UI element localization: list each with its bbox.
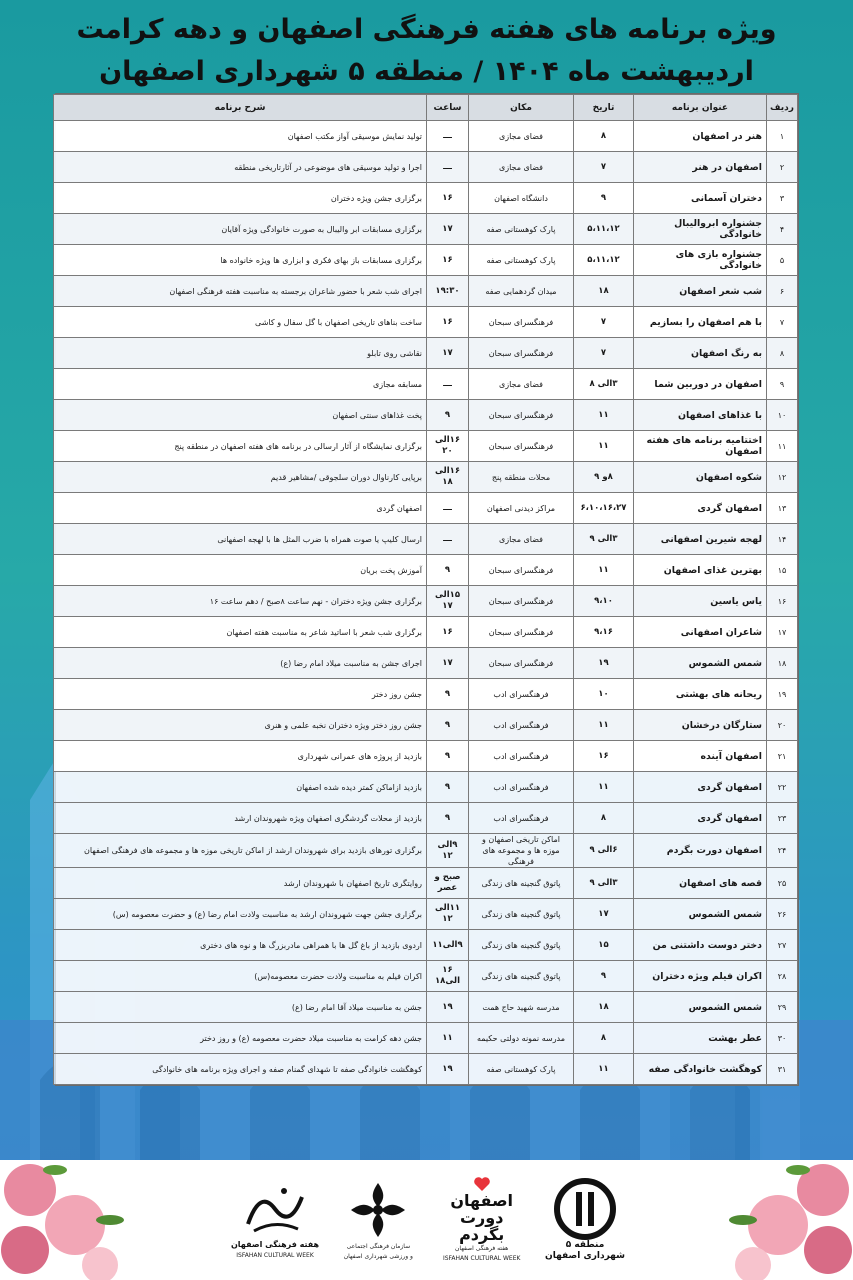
- table-row: [54, 307, 798, 338]
- cell-row-number: ۲: [767, 152, 798, 183]
- cell-description: اکران فیلم به مناسبت ولادت حضرت معصومه(س): [54, 961, 427, 992]
- cell-date: ۱۰: [574, 679, 634, 710]
- table-row: [54, 493, 798, 524]
- cell-place: فضای مجازی: [469, 152, 574, 183]
- cell-description: پخت غذاهای سنتی اصفهان: [54, 400, 427, 431]
- cell-description: اجرا و تولید موسیقی های موضوعی در آثارتاریخی منطقه: [54, 152, 427, 183]
- table-row: [54, 992, 798, 1023]
- header-time: ساعت: [427, 95, 469, 121]
- table-row: [54, 524, 798, 555]
- cell-program-title: اصفهان در دوربین شما: [634, 369, 767, 400]
- cell-row-number: ۱۹: [767, 679, 798, 710]
- cell-program-title: کوهگشت خانوادگی صفه: [634, 1054, 767, 1085]
- cell-description: بازدید از پروژه های عمرانی شهرداری: [54, 741, 427, 772]
- table-row: [54, 710, 798, 741]
- cell-row-number: ۲۱: [767, 741, 798, 772]
- table-row: [54, 276, 798, 307]
- cell-program-title: لهجه شیرین اصفهانی: [634, 524, 767, 555]
- table-row: [54, 1054, 798, 1085]
- cell-program-title: دختران آسمانی: [634, 183, 767, 214]
- cell-program-title: ریحانه های بهشتی: [634, 679, 767, 710]
- cell-time: ـــ: [427, 121, 469, 152]
- cell-place: فرهنگسرای ادب: [469, 710, 574, 741]
- cell-time: ـــ: [427, 493, 469, 524]
- cell-description: ساخت بناهای تاریخی اصفهان با گل سفال و کاشی: [54, 307, 427, 338]
- cell-time: ۱۵الی ۱۷: [427, 586, 469, 617]
- table-row: [54, 679, 798, 710]
- table-row: [54, 586, 798, 617]
- cell-time: ـــ: [427, 152, 469, 183]
- cell-program-title: قصه های اصفهان: [634, 868, 767, 899]
- cell-place: فضای مجازی: [469, 369, 574, 400]
- cell-program-title: هنر در اصفهان: [634, 121, 767, 152]
- table-header-row: [54, 95, 798, 121]
- cell-time: ـــ: [427, 524, 469, 555]
- cell-time: ۹: [427, 679, 469, 710]
- cell-description: برگزاری شب شعر با اساتید شاعر به مناسبت هفته اصفهان: [54, 617, 427, 648]
- cell-description: اردوی بازدید از باغ گل ها با همراهی مادربزرگ ها و نوه های دختری: [54, 930, 427, 961]
- cell-place: محلات منطقه پنج: [469, 462, 574, 493]
- cell-program-title: اصفهان گردی: [634, 493, 767, 524]
- cell-row-number: ۲۷: [767, 930, 798, 961]
- cell-row-number: ۱۷: [767, 617, 798, 648]
- table-row: [54, 462, 798, 493]
- cell-program-title: ستارگان درخشان: [634, 710, 767, 741]
- cell-description: برگزاری جشن ویژه دختران - نهم ساعت ۸صبح / دهم ساعت ۱۶: [54, 586, 427, 617]
- table-row: [54, 834, 798, 868]
- cell-place: پاتوق گنجینه های زندگی: [469, 930, 574, 961]
- cell-time: ۹: [427, 400, 469, 431]
- cell-place: دانشگاه اصفهان: [469, 183, 574, 214]
- cell-row-number: ۷: [767, 307, 798, 338]
- cell-program-title: عطر بهشت: [634, 1023, 767, 1054]
- cell-description: نقاشی روی تابلو: [54, 338, 427, 369]
- cell-description: تولید نمایش موسیقی آواز مکتب اصفهان: [54, 121, 427, 152]
- cell-row-number: ۱۰: [767, 400, 798, 431]
- cell-row-number: ۱: [767, 121, 798, 152]
- cell-row-number: ۳۱: [767, 1054, 798, 1085]
- cell-date: ۸: [574, 803, 634, 834]
- cultural-week-calligraphy-icon: [240, 1179, 310, 1239]
- header-date: تاریخ: [574, 95, 634, 121]
- cell-date: ۱۹: [574, 648, 634, 679]
- flowers-right-decoration: [723, 1130, 853, 1280]
- logo-cultural-week: هفته فرهنگی اصفهان ISFAHAN CULTURAL WEEK: [230, 1170, 320, 1270]
- table-row: [54, 868, 798, 899]
- cell-row-number: ۱۴: [767, 524, 798, 555]
- cell-place: پارک کوهستانی صفه: [469, 1054, 574, 1085]
- table-row: [54, 152, 798, 183]
- cell-description: برگزاری نمایشگاه از آثار ارسالی در برنامه های هفته اصفهان در منطقه پنج: [54, 431, 427, 462]
- cell-time: ۱۷: [427, 214, 469, 245]
- cell-program-title: اصفهان گردی: [634, 803, 767, 834]
- cell-date: ۱۶: [574, 741, 634, 772]
- cell-program-title: اختتامیه برنامه های هفته اصفهان: [634, 431, 767, 462]
- cell-row-number: ۴: [767, 214, 798, 245]
- cell-description: بازدید از محلات گردشگری اصفهان ویژه شهروندان ارشد: [54, 803, 427, 834]
- cell-date: ۹،۱۶: [574, 617, 634, 648]
- cell-place: فضای مجازی: [469, 524, 574, 555]
- table-row: [54, 338, 798, 369]
- table-row: [54, 899, 798, 930]
- cell-time: ۱۱: [427, 1023, 469, 1054]
- cell-program-title: جشنواره ابروالیبال خانوادگی: [634, 214, 767, 245]
- cell-program-title: اصفهان آینده: [634, 741, 767, 772]
- cell-date: ۹،۱۰: [574, 586, 634, 617]
- header-program-title: عنوان برنامه: [634, 95, 767, 121]
- cell-time: ۱۷: [427, 338, 469, 369]
- cell-time: ۱۶الی ۱۸: [427, 462, 469, 493]
- cell-date: ۱۱: [574, 400, 634, 431]
- cell-time: ۹: [427, 803, 469, 834]
- cell-time: ۹: [427, 555, 469, 586]
- cell-description: اجرای شب شعر با حضور شاعران برجسته به مناسبت هفته فرهنگی اصفهان: [54, 276, 427, 307]
- cell-place: فرهنگسرای سبحان: [469, 648, 574, 679]
- table-row: [54, 930, 798, 961]
- cell-date: ۱۷: [574, 899, 634, 930]
- table-row: [54, 214, 798, 245]
- cell-date: ۳الی ۹: [574, 868, 634, 899]
- cell-description: جشن به مناسبت میلاد آقا امام رضا (ع): [54, 992, 427, 1023]
- cell-place: مدرسه نمونه دولتی حکیمه: [469, 1023, 574, 1054]
- cell-description: جشن دهه کرامت به مناسبت میلاد حضرت معصومه (ع) و روز دختر: [54, 1023, 427, 1054]
- table-row: [54, 121, 798, 152]
- cell-date: ۱۸: [574, 276, 634, 307]
- cell-date: ۷: [574, 152, 634, 183]
- cell-date: ۸: [574, 1023, 634, 1054]
- cell-time: ۱۷: [427, 648, 469, 679]
- heart-icon: [473, 1176, 491, 1192]
- cell-place: فرهنگسرای ادب: [469, 803, 574, 834]
- cell-row-number: ۱۶: [767, 586, 798, 617]
- logo-cultural-organization: سازمان فرهنگی اجتماعی و ورزشی شهرداری اصفهان: [333, 1170, 423, 1270]
- cell-program-title: به رنگ اصفهان: [634, 338, 767, 369]
- cell-program-title: شمس الشموس: [634, 992, 767, 1023]
- cell-place: فرهنگسرای سبحان: [469, 431, 574, 462]
- cell-time: ۱۶: [427, 617, 469, 648]
- cell-place: پاتوق گنجینه های زندگی: [469, 961, 574, 992]
- cell-date: ۹: [574, 183, 634, 214]
- cell-description: برگزاری مسابقات باز بهای فکری و ابزاری ها ویژه خانواده ها: [54, 245, 427, 276]
- cell-description: برگزاری تورهای بازدید برای شهروندان ارشد از اماکن تاریخی موزه ها و مجموعه های فرهنگی اصفهان: [54, 834, 427, 868]
- cell-program-title: اکران فیلم ویژه دختران: [634, 961, 767, 992]
- cell-description: برگزاری مسابقات ابر والیبال به صورت خانوادگی ویژه آقایان: [54, 214, 427, 245]
- cell-date: ۶الی ۹: [574, 834, 634, 868]
- table-row: [54, 1023, 798, 1054]
- cell-date: ۷: [574, 338, 634, 369]
- cell-place: پاتوق گنجینه های زندگی: [469, 868, 574, 899]
- cell-date: ۱۱: [574, 772, 634, 803]
- logo-region-5: منطقه ۵ شهرداری اصفهان: [540, 1170, 630, 1270]
- cell-date: ۱۱: [574, 1054, 634, 1085]
- cell-program-title: دختر دوست داشتنی من: [634, 930, 767, 961]
- cell-program-title: شمس الشموس: [634, 899, 767, 930]
- table-row: [54, 961, 798, 992]
- cell-date: ۵،۱۱،۱۲: [574, 245, 634, 276]
- cell-date: ۵،۱۱،۱۲: [574, 214, 634, 245]
- table-row: [54, 555, 798, 586]
- cell-place: پارک کوهستانی صفه: [469, 245, 574, 276]
- cell-description: روایتگری تاریخ اصفهان با شهروندان ارشد: [54, 868, 427, 899]
- cell-place: پارک کوهستانی صفه: [469, 214, 574, 245]
- cell-date: ۳الی ۸: [574, 369, 634, 400]
- cell-time: ۱۹: [427, 1054, 469, 1085]
- cell-time: ۱۹:۳۰: [427, 276, 469, 307]
- cell-date: ۱۸: [574, 992, 634, 1023]
- cell-place: فرهنگسرای سبحان: [469, 400, 574, 431]
- table-row: [54, 369, 798, 400]
- cell-date: ۶،۱۰،۱۶،۲۷: [574, 493, 634, 524]
- cell-description: ارسال کلیپ یا صوت همراه با ضرب المثل ها با لهجه اصفهانی: [54, 524, 427, 555]
- cell-row-number: ۲۵: [767, 868, 798, 899]
- table-row: [54, 400, 798, 431]
- cell-program-title: اصفهان در هنر: [634, 152, 767, 183]
- cell-row-number: ۲۹: [767, 992, 798, 1023]
- cell-time: ۱۶ الی۱۸: [427, 961, 469, 992]
- cell-program-title: بهترین غذای اصفهان: [634, 555, 767, 586]
- cell-place: فضای مجازی: [469, 121, 574, 152]
- cell-program-title: با غذاهای اصفهان: [634, 400, 767, 431]
- cell-date: ۸: [574, 121, 634, 152]
- footer-logos: [230, 1167, 630, 1272]
- cell-time: ۱۶: [427, 307, 469, 338]
- cell-date: ۹: [574, 961, 634, 992]
- logo-dorat-begardam: اصفهان دورت بگردم هفته فرهنگی اصفهان ISFAHAN CULTURAL WEEK: [437, 1170, 527, 1270]
- cell-program-title: جشنواره بازی های خانوادگی: [634, 245, 767, 276]
- cell-row-number: ۸: [767, 338, 798, 369]
- cell-description: بازدید ازاماکن کمتر دیده شده اصفهان: [54, 772, 427, 803]
- cell-row-number: ۱۳: [767, 493, 798, 524]
- cell-date: ۱۱: [574, 710, 634, 741]
- cell-row-number: ۱۱: [767, 431, 798, 462]
- cell-time: ـــ: [427, 369, 469, 400]
- cell-time: ۱۶: [427, 245, 469, 276]
- cell-place: مراکز دیدنی اصفهان: [469, 493, 574, 524]
- table-row: [54, 648, 798, 679]
- header-row-number: ردیف: [767, 95, 798, 121]
- cell-place: میدان گردهمایی صفه: [469, 276, 574, 307]
- cell-program-title: اصفهان دورت بگردم: [634, 834, 767, 868]
- cell-place: فرهنگسرای ادب: [469, 741, 574, 772]
- table-row: [54, 741, 798, 772]
- cell-date: ۷: [574, 307, 634, 338]
- table-row: [54, 183, 798, 214]
- table-row: [54, 431, 798, 462]
- cell-place: فرهنگسرای سبحان: [469, 338, 574, 369]
- cell-row-number: ۲۰: [767, 710, 798, 741]
- cell-row-number: ۱۸: [767, 648, 798, 679]
- cell-date: ۸و ۹: [574, 462, 634, 493]
- cell-program-title: شکوه اصفهان: [634, 462, 767, 493]
- cell-program-title: یاس یاسین: [634, 586, 767, 617]
- cell-description: اجرای جشن به مناسبت میلاد امام رضا (ع): [54, 648, 427, 679]
- region-5-emblem-icon: [554, 1178, 616, 1240]
- cell-program-title: شمس الشموس: [634, 648, 767, 679]
- cell-place: پاتوق گنجینه های زندگی: [469, 899, 574, 930]
- cell-row-number: ۶: [767, 276, 798, 307]
- cell-time: ۹: [427, 741, 469, 772]
- cell-program-title: اصفهان گردی: [634, 772, 767, 803]
- cell-description: برگزاری جشن ویژه دختران: [54, 183, 427, 214]
- page-title: [0, 10, 853, 94]
- cell-place: فرهنگسرای سبحان: [469, 617, 574, 648]
- cell-date: ۳الی ۹: [574, 524, 634, 555]
- cell-place: اماکن تاریخی اصفهان و موزه ها و مجموعه های فرهنگی: [469, 834, 574, 868]
- cell-row-number: ۳۰: [767, 1023, 798, 1054]
- cell-description: مسابقه مجازی: [54, 369, 427, 400]
- cell-description: برگزاری جشن جهت شهروندان ارشد به مناسبت ولادت امام رضا (ع) و حضرت معصومه (س): [54, 899, 427, 930]
- cell-program-title: شاعران اصفهانی: [634, 617, 767, 648]
- cell-description: جشن روز دختر ویژه دختران نخبه علمی و هنری: [54, 710, 427, 741]
- cell-time: ۹الی۱۱: [427, 930, 469, 961]
- cell-time: ۱۶: [427, 183, 469, 214]
- cell-place: فرهنگسرای ادب: [469, 679, 574, 710]
- cell-row-number: ۲۳: [767, 803, 798, 834]
- cell-row-number: ۲۶: [767, 899, 798, 930]
- cell-time: ۹: [427, 710, 469, 741]
- title-line-2: اردیبهشت ماه ۱۴۰۴ / منطقه ۵ شهرداری اصفهان: [99, 56, 754, 87]
- cell-program-title: با هم اصفهان را بسازیم: [634, 307, 767, 338]
- cell-row-number: ۹: [767, 369, 798, 400]
- cell-time: ۱۹: [427, 992, 469, 1023]
- cell-row-number: ۱۵: [767, 555, 798, 586]
- cell-description: جشن روز دختر: [54, 679, 427, 710]
- header-description: شرح برنامه: [54, 95, 427, 121]
- cell-place: فرهنگسرای ادب: [469, 772, 574, 803]
- cell-time: صبح و عصر: [427, 868, 469, 899]
- cell-description: برپایی کارناوال دوران سلجوقی /مشاهیر قدیم: [54, 462, 427, 493]
- cell-program-title: شب شعر اصفهان: [634, 276, 767, 307]
- table-row: [54, 617, 798, 648]
- cell-row-number: ۲۴: [767, 834, 798, 868]
- cell-time: ۹: [427, 772, 469, 803]
- cell-place: فرهنگسرای سبحان: [469, 307, 574, 338]
- cell-description: کوهگشت خانوادگی صفه تا شهدای گمنام صفه و اجرای ویژه برنامه های خانوادگی: [54, 1054, 427, 1085]
- cell-time: ۹الی ۱۲: [427, 834, 469, 868]
- cell-description: آموزش پخت بریان: [54, 555, 427, 586]
- cell-place: مدرسه شهید حاج همت: [469, 992, 574, 1023]
- cell-row-number: ۳: [767, 183, 798, 214]
- cell-time: ۱۶الی ۲۰: [427, 431, 469, 462]
- cell-date: ۱۱: [574, 431, 634, 462]
- cell-date: ۱۱: [574, 555, 634, 586]
- cell-description: اصفهان گردی: [54, 493, 427, 524]
- cell-time: ۱۱الی ۱۲: [427, 899, 469, 930]
- header-place: مکان: [469, 95, 574, 121]
- flowers-left-decoration: [0, 1130, 130, 1280]
- cell-row-number: ۵: [767, 245, 798, 276]
- cell-row-number: ۱۲: [767, 462, 798, 493]
- organization-flower-icon: [347, 1179, 409, 1241]
- table-row: [54, 772, 798, 803]
- cell-place: فرهنگسرای سبحان: [469, 555, 574, 586]
- cell-date: ۱۵: [574, 930, 634, 961]
- title-line-1: ویژه برنامه های هفته فرهنگی اصفهان و دهه کرامت: [76, 14, 777, 45]
- program-table: [55, 93, 799, 1086]
- table-row: [54, 803, 798, 834]
- cell-row-number: ۲۲: [767, 772, 798, 803]
- table-row: [54, 245, 798, 276]
- cell-row-number: ۲۸: [767, 961, 798, 992]
- cell-place: فرهنگسرای سبحان: [469, 586, 574, 617]
